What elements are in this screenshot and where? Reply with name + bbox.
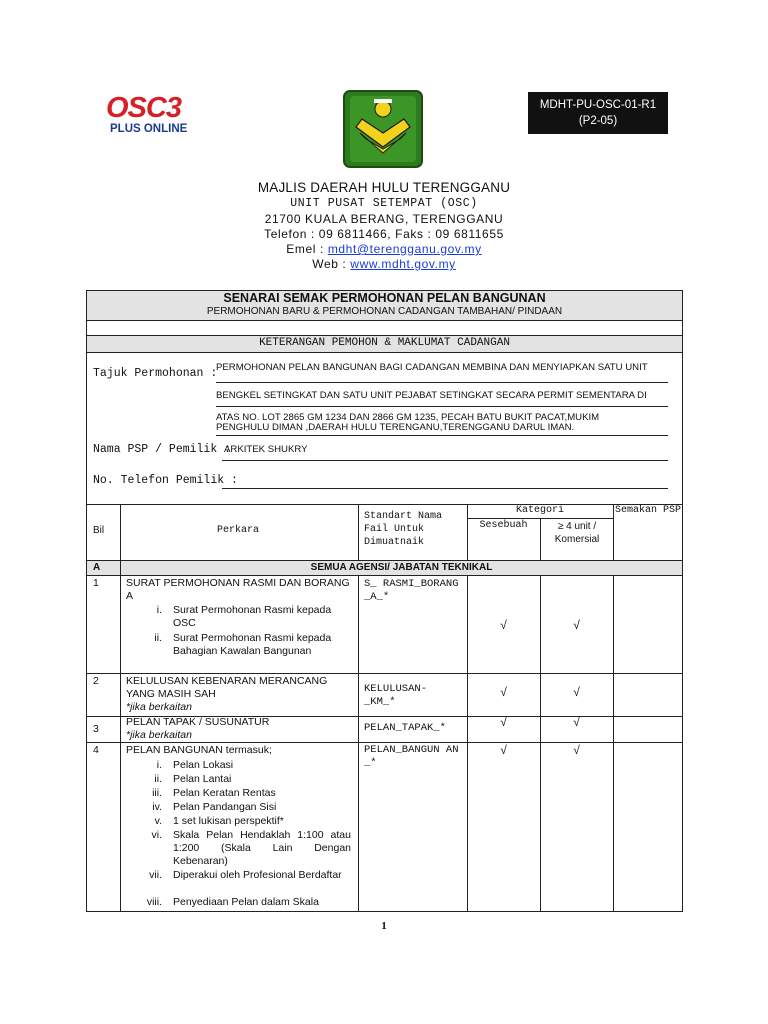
row-4-item-num: vii.	[149, 869, 162, 881]
osc3-logo-text: OSC3	[106, 92, 181, 124]
row-1-komersial-check: √	[573, 618, 580, 632]
row-4-item-text: 1 set lukisan perspektif*	[173, 815, 284, 827]
row-2-file-name: KELULUSAN- _KM_*	[364, 683, 428, 708]
tajuk-label: Tajuk Permohonan :	[93, 367, 218, 380]
row-4-item-text: Pelan Lantai	[173, 773, 232, 785]
psp-label: Nama PSP / Pemilik :	[93, 443, 232, 456]
council-crest-icon	[338, 89, 428, 169]
header-komersial: ≥ 4 unit / Komersial	[554, 521, 600, 545]
row-4-semakan-checkbox[interactable]	[614, 744, 682, 904]
tajuk-value-line-2[interactable]: BENGKEL SETINGKAT DAN SATU UNIT PEJABAT SETINGKAT SECARA PERMIT SEMENTARA DI	[216, 390, 647, 401]
header-kategori: Kategori	[515, 505, 564, 516]
web-line	[0, 257, 768, 271]
page-number: 1	[381, 920, 387, 932]
row-2-note: *jika berkaitan	[126, 701, 192, 713]
row-1-item-text: Surat Permohonan Rasmi kepada Bahagian Kawalan Bangunan	[173, 632, 332, 657]
form-subtitle: PERMOHONAN BARU & PERMOHONAN CADANGAN TAMBAHAN/ PINDAAN	[206, 306, 563, 317]
tajuk-value-line-3[interactable]: ATAS NO. LOT 2865 GM 1234 DAN 2866 GM 1235, PECAH BATU BUKIT PACAT,MUKIM	[216, 412, 600, 423]
underline	[216, 381, 668, 383]
row-4-item-text: Pelan Lokasi	[173, 759, 234, 771]
council-name: MAJLIS DAERAH HULU TERENGGANU	[257, 180, 511, 195]
address-line: 21700 KUALA BERANG, TERENGGANU	[264, 212, 504, 226]
document-code-box	[528, 92, 668, 134]
row-3-sesebuah-check: √	[500, 715, 507, 729]
divider	[87, 575, 682, 576]
phone-fax-line: Telefon : 09 6811466, Faks : 09 6811655	[264, 227, 504, 241]
row-2-sesebuah-check: √	[500, 685, 507, 699]
tajuk-value-line-4[interactable]: PENGHULU DIMAN ,DAERAH HULU TERENGANU,TERENGGANU DARUL IMAN.	[216, 422, 575, 433]
underline	[222, 487, 668, 489]
underline	[222, 459, 668, 461]
row-3-bil: 3	[93, 723, 99, 735]
section-a-title: SEMUA AGENSI/ JABATAN TEKNIKAL	[310, 562, 493, 573]
tajuk-value-line-1[interactable]: PERMOHONAN PELAN BANGUNAN BAGI CADANGAN MEMBINA DAN MENYIAPKAN SATU UNIT	[216, 362, 648, 373]
divider	[87, 352, 682, 353]
header-perkara: Perkara	[217, 525, 260, 536]
row-1-file-name: S_ RASMI_BORANG _A_*	[364, 578, 459, 603]
divider	[87, 673, 682, 674]
row-4-komersial-check: √	[573, 743, 580, 757]
row-3-semakan-checkbox[interactable]	[614, 717, 682, 741]
row-4-item-num: v.	[154, 815, 162, 827]
web-link[interactable]: www.mdht.gov.my	[350, 257, 456, 271]
row-4-file-name: PELAN_BANGUN AN_*	[364, 744, 459, 769]
divider	[467, 518, 613, 519]
row-3-title: PELAN TAPAK / SUSUNATUR	[126, 716, 270, 728]
row-1-item-num: i.	[156, 604, 162, 616]
row-1-sesebuah-check: √	[500, 618, 507, 632]
underline	[216, 405, 668, 407]
row-3-file-name: PELAN_TAPAK_*	[364, 722, 446, 734]
row-4-sesebuah-check: √	[500, 743, 507, 757]
row-4-item-num: iv.	[152, 801, 162, 813]
row-3-note: *jika berkaitan	[126, 729, 192, 741]
plus-online-text: PLUS ONLINE	[110, 123, 188, 135]
header-bil: Bil	[93, 525, 105, 536]
web-label: Web :	[312, 257, 351, 271]
header-sesebuah: Sesebuah	[479, 520, 528, 531]
row-4-title: PELAN BANGUNAN termasuk;	[126, 744, 272, 756]
section-heading: KETERANGAN PEMOHON & MAKLUMAT CADANGAN	[259, 337, 510, 349]
row-4-item-num: vi.	[151, 829, 162, 841]
row-4-bil: 4	[93, 744, 99, 756]
unit-name: UNIT PUSAT SETEMPAT (OSC)	[290, 197, 478, 210]
row-4-item-num: ii.	[154, 773, 162, 785]
row-1-title: SURAT PERMOHONAN RASMI DAN BORANG A	[126, 577, 350, 602]
underline	[216, 434, 668, 436]
row-4-item-num: i.	[156, 759, 162, 771]
row-4-item-num: iii.	[152, 787, 162, 799]
row-1-item-text: Surat Permohonan Rasmi kepada OSC	[173, 604, 332, 629]
row-3-komersial-check: √	[573, 715, 580, 729]
divider	[87, 320, 682, 321]
row-4-item-text: Pelan Keratan Rentas	[173, 787, 276, 799]
row-2-komersial-check: √	[573, 685, 580, 699]
form-title: SENARAI SEMAK PERMOHONAN PELAN BANGUNAN	[223, 291, 546, 305]
row-4-item-num: viii.	[146, 896, 162, 908]
document-code: MDHT-PU-OSC-01-R1	[539, 99, 657, 111]
row-4-item-text: Penyediaan Pelan dalam Skala	[173, 896, 319, 908]
row-1-bil: 1	[93, 577, 99, 589]
row-1-item-num: ii.	[154, 632, 162, 644]
row-4-item-text: Diperakui oleh Profesional Berdaftar	[173, 869, 342, 881]
psp-value[interactable]: ARKITEK SHUKRY	[224, 444, 308, 455]
header-semakan-psp: Semakan PSP	[614, 505, 681, 516]
row-2-bil: 2	[93, 675, 99, 687]
owner-phone-label: No. Telefon Pemilik :	[93, 474, 238, 487]
email-label: Emel :	[286, 242, 328, 256]
document-revision: (P2-05)	[578, 115, 618, 127]
header-standart-nama-fail: Standart Nama Fail Untuk Dimuatnaik	[364, 511, 443, 548]
section-a-code: A	[93, 562, 101, 573]
row-2-title: KELULUSAN KEBENARAN MERANCANG YANG MASIH SAH	[126, 675, 328, 700]
osc3-logo	[106, 93, 201, 137]
row-4-item-text: Skala Pelan Hendaklah 1:100 atau 1:200 (Skala Lain Dengan Kebenaran)	[173, 829, 351, 867]
email-link[interactable]: mdht@terengganu.gov.my	[327, 242, 482, 256]
row-2-semakan-checkbox[interactable]	[614, 676, 682, 714]
row-4-item-text: Pelan Pandangan Sisi	[173, 801, 277, 813]
row-1-semakan-checkbox[interactable]	[614, 610, 682, 640]
email-line	[0, 242, 768, 256]
